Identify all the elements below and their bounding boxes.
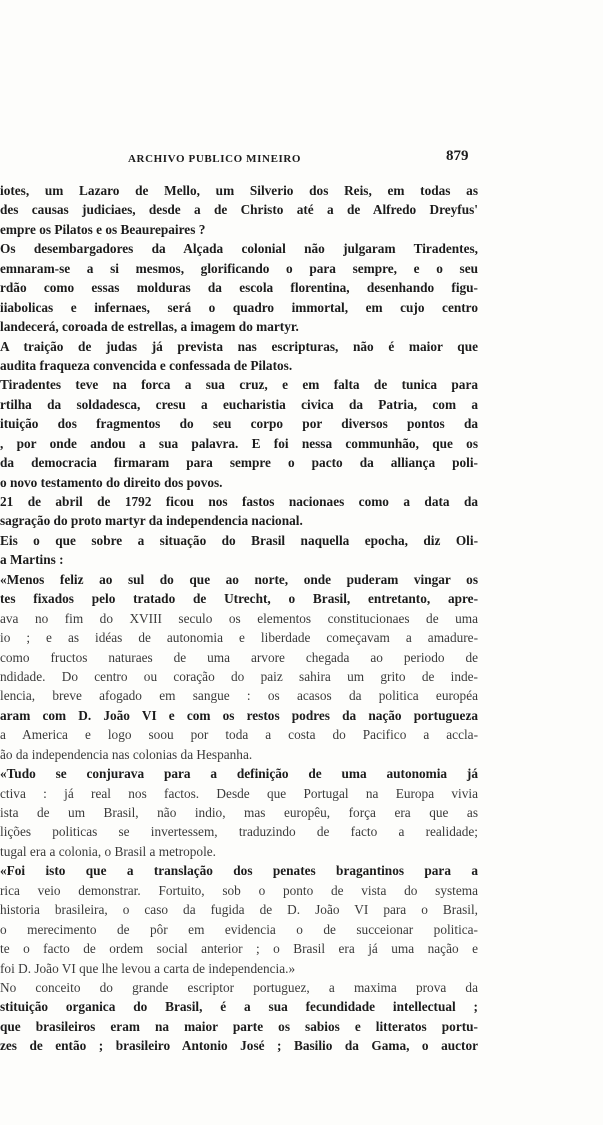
- text-line: aram com D. João VI e com os restos podres da nação portugueza: [0, 707, 478, 723]
- text-line: iotes, um Lazaro de Mello, um Silverio dos Reis, em todas as: [0, 183, 478, 198]
- text-line: Eis o que sobre a situação do Brasil naquella epocha, diz Oli-: [0, 532, 478, 548]
- text-line: ctiva : já real nos factos. Desde que Portugal na Europa vivia: [0, 785, 478, 801]
- text-line: lições politicas se invertessem, traduzindo de facto a realidade;: [0, 824, 478, 840]
- text-line: tugal era a colonia, o Brasil a metropole.: [0, 843, 216, 859]
- text-line: «Tudo se conjurava para a definição de uma autonomia já: [0, 766, 478, 782]
- text-line: como fructos naturaes de uma arvore chegada ao periodo de: [0, 649, 478, 665]
- text-line: que brasileiros eram na maior parte os sabios e litteratos portu-: [0, 1018, 478, 1034]
- text-line: 21 de abril de 1792 ficou nos fastos nacionaes como a data da: [0, 494, 478, 509]
- text-line: , por onde andou a sua palavra. E foi nessa communhão, que os: [0, 435, 478, 451]
- text-line: a Martins :: [0, 552, 64, 568]
- text-line: rica veio demonstrar. Fortuito, sob o ponto de vista do systema: [0, 882, 478, 898]
- text-line: ão da independencia nas colonias da Hespanha.: [0, 746, 253, 762]
- text-line: sagração do proto martyr da independencia nacional.: [0, 513, 303, 529]
- body-text: [0, 181, 478, 1056]
- text-line: emnaram-se a si mesmos, glorificando o para sempre, e o seu: [0, 260, 478, 276]
- text-line: da democracia firmaram para sempre o pacto da alliança poli-: [0, 455, 478, 471]
- text-line: ista de um Brasil, não indio, mas europêu, força era que as: [0, 805, 478, 820]
- text-line: A traição de judas já prevista nas escripturas, não é maior que: [0, 338, 478, 354]
- text-line: rtilha da soldadesca, cresu a eucharistia civica da Patria, com a: [0, 396, 478, 412]
- text-line: tes fixados pelo tratado de Utrecht, o Brasil, entretanto, apre-: [0, 591, 478, 607]
- text-line: «Menos feliz ao sul do que ao norte, onde puderam vingar os: [0, 571, 478, 587]
- text-line: o merecimento de pôr em evidencia o de succeionar politica-: [0, 921, 478, 937]
- text-line: des causas judiciaes, desde a de Christo até a de Alfredo Dreyfus': [0, 202, 478, 218]
- text-line: o novo testamento do direito dos povos.: [0, 474, 223, 490]
- page-number: 879: [446, 148, 469, 164]
- text-line: «Foi isto que a translação dos penates bragantinos para a: [0, 863, 478, 879]
- text-line: audita fraqueza convencida e confessada de Pilatos.: [0, 357, 293, 373]
- text-line: Tiradentes teve na forca a sua cruz, e em falta de tunica para: [0, 377, 478, 393]
- text-line: te o facto de ordem social anterior ; o Brasil era já uma nação e: [0, 941, 478, 957]
- text-line: foi D. João VI que lhe levou a carta de independencia.»: [0, 960, 296, 976]
- text-line: landecerá, coroada de estrellas, a imagem do martyr.: [0, 319, 299, 335]
- text-line: ituição dos fragmentos do seu corpo por diversos pontos da: [0, 416, 478, 432]
- text-line: ndidade. Do centro ou coração do paiz sahira um grito de inde-: [0, 668, 478, 684]
- text-line: lencia, breve afogado em sangue : os acasos da politica européa: [0, 688, 478, 704]
- text-line: ava no fim do XVIII seculo os elementos constitucionaes de uma: [0, 610, 478, 626]
- page-header: [0, 148, 490, 170]
- text-line: Os desembargadores da Alçada colonial não julgaram Tiradentes,: [0, 241, 478, 257]
- text-line: empre os Pilatos e os Beaurepaires ?: [0, 221, 206, 237]
- text-line: a America e logo soou por toda a costa do Pacifico a accla-: [0, 727, 478, 743]
- text-line: iiabolicas e infernaes, será o quadro immortal, em cujo centro: [0, 299, 478, 315]
- text-line: stituição organica do Brasil, é a sua fecundidade intellectual ;: [0, 999, 478, 1015]
- text-line: No conceito do grande escriptor portuguez, a maxima prova da: [0, 979, 478, 995]
- text-line: io ; e as idéas de autonomia e liberdade começavam a amadure-: [0, 630, 478, 646]
- running-title: ARCHIVO PUBLICO MINEIRO: [128, 153, 302, 165]
- text-line: zes de então ; brasileiro Antonio José ; Basilio da Gama, o auctor: [0, 1038, 478, 1054]
- text-line: rdão como essas molduras da escola florentina, desenhando figu-: [0, 280, 478, 296]
- text-line: historia brasileira, o caso da fugida de D. João VI para o Brasil,: [0, 902, 478, 918]
